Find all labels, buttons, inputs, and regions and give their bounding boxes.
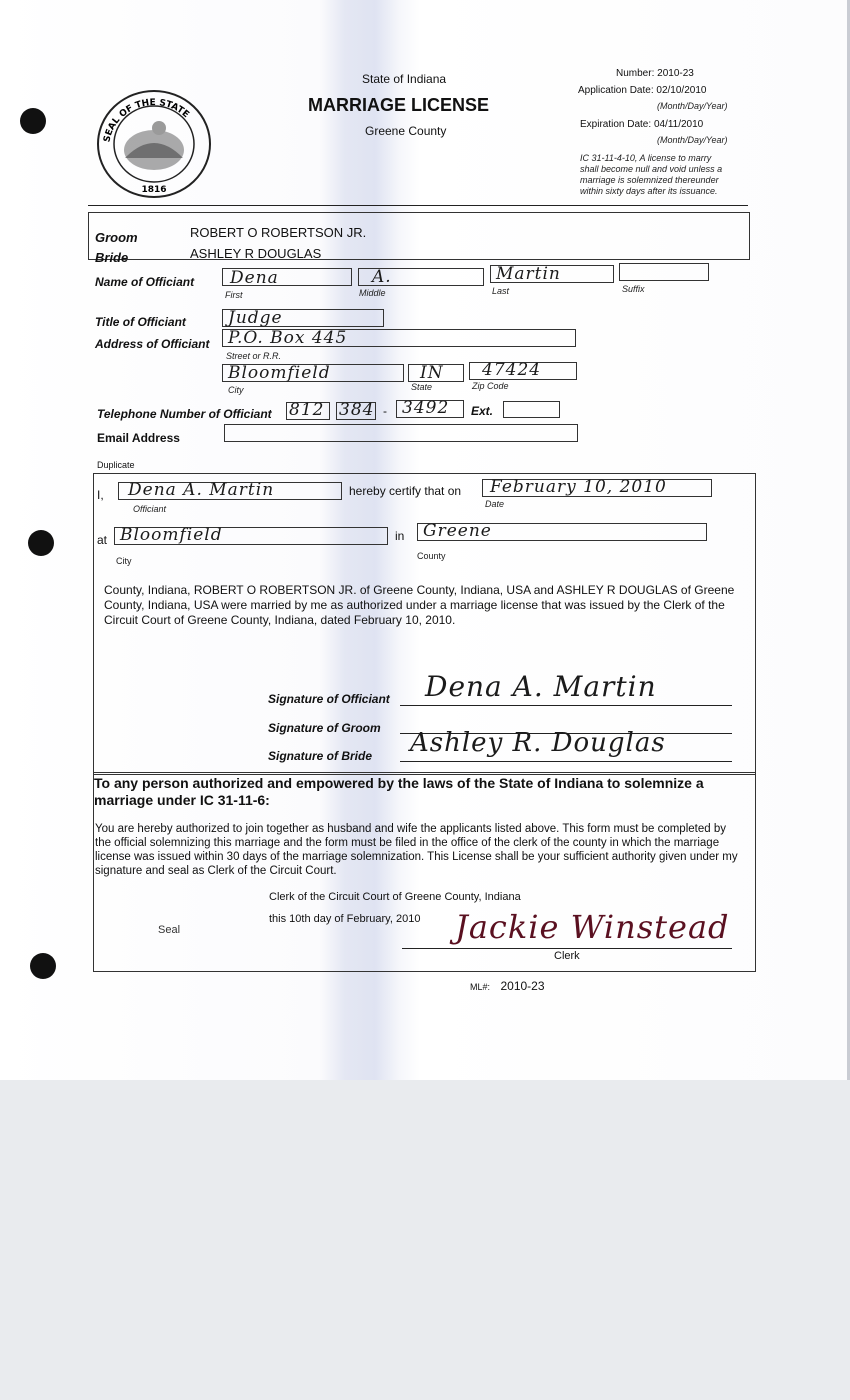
county-name: Greene County [365,124,447,138]
cert-officiant-name: Dena A. Martin [128,480,275,500]
sig-bride: Ashley R. Douglas [410,728,666,758]
cert-county-caption: County [417,551,446,561]
suffix-caption: Suffix [622,284,645,294]
statute-note-4: within sixty days after its issuance. [580,186,718,196]
cert-officiant-caption: Officiant [133,504,167,514]
ext-field[interactable] [503,401,560,418]
sig-officiant-label: Signature of Officiant [268,692,390,706]
seal-label: Seal [158,924,181,936]
cert-in-label: in [395,529,405,543]
license-title: MARRIAGE LICENSE [308,95,490,115]
phone-dash: - [383,404,387,418]
duplicate-label: Duplicate [97,460,135,470]
officiant-last: Martin [496,264,561,284]
cert-certify-text: hereby certify that on [349,484,462,498]
cert-body-text: County, Indiana, ROBERT O ROBERTSON JR. of Greene County, Indiana, USA and ASHLEY R DOUGLAS of Greene County, Indiana, USA were married by me as authorized under a marriage license that was issued by the Clerk of the Circuit Court of Greene County, Indiana, dated February 10, 2010. [104,583,735,627]
groom-name: ROBERT O ROBERTSON JR. [190,225,367,240]
bride-name: ASHLEY R DOUGLAS [190,246,322,261]
email-label: Email Address [97,431,180,445]
groom-label: Groom [95,230,138,245]
cert-city: Bloomfield [120,525,223,545]
officiant-address-label: Address of Officiant [95,337,210,351]
sig-officiant: Dena A. Martin [425,670,657,703]
license-number: 2010-23 [657,68,694,79]
bride-label: Bride [95,250,129,265]
authorization-heading: To any person authorized and empowered by the laws of the State of Indiana to solemnize a marriage under IC 31-11-6: [94,775,704,808]
phone-prefix: 384 [339,400,375,420]
officiant-middle: A. [372,267,392,287]
expiration-date-format: (Month/Day/Year) [657,135,728,145]
officiant-city: Bloomfield [228,363,331,383]
officiant-street: P.O. Box 445 [228,328,348,348]
ml-label: ML#: [470,982,491,992]
statute-note-1: IC 31-11-4-10, A license to marry [580,153,712,163]
officiant-title: Judge [228,308,283,328]
officiant-name-label: Name of Officiant [95,275,195,289]
clerk-court-line: Clerk of the Circuit Court of Greene County, Indiana [269,891,521,903]
officiant-title-label: Title of Officiant [95,315,186,329]
cert-date-caption: Date [485,499,505,509]
ml-number: 2010-23 [500,979,545,993]
cert-county: Greene [423,521,492,541]
sig-officiant-line [400,705,732,706]
punch-hole-middle [28,530,54,556]
scan-background [0,1080,850,1400]
officiant-suffix-field[interactable] [619,263,709,281]
expiration-date: 04/11/2010 [653,119,704,130]
email-field[interactable] [224,424,578,442]
issue-date-line: this 10th day of February, 2010 [269,913,421,925]
seal-year: 1816 [141,185,167,195]
number-label: Number: [616,68,655,79]
middle-caption: Middle [359,288,386,298]
officiant-phone-label: Telephone Number of Officiant [97,407,272,421]
statute-note-3: marriage is solemnized thereunder [580,175,719,185]
sig-bride-line [400,761,732,762]
header-divider [88,205,748,206]
state-name: State of Indiana [362,72,447,86]
clerk-signature: Jackie Winstead [455,908,730,946]
state-caption: State [411,382,433,392]
cert-at-label: at [97,533,108,547]
ext-label: Ext. [471,404,494,418]
punch-hole-bottom [30,953,56,979]
officiant-first: Dena [230,268,279,288]
phone-area: 812 [289,400,325,420]
statute-note-2: shall become null and void unless a [580,164,723,174]
clerk-label: Clerk [554,950,580,962]
cert-i-label: I, [97,488,104,502]
phone-line: 3492 [402,398,450,418]
zip-caption: Zip Code [472,381,509,391]
application-date-format: (Month/Day/Year) [657,101,728,111]
first-caption: First [225,290,243,300]
clerk-sig-line [402,948,732,949]
last-caption: Last [492,286,510,296]
sig-bride-label: Signature of Bride [268,749,373,763]
expiration-date-label: Expiration Date: [580,119,652,130]
city-caption: City [228,385,244,395]
application-date-label: Application Date: [578,85,654,96]
indiana-seal-icon [95,88,213,200]
couple-box [88,212,750,260]
sig-groom-label: Signature of Groom [268,721,381,735]
street-caption: Street or R.R. [226,351,282,361]
punch-hole-top [20,108,46,134]
authorization-body: You are hereby authorized to join together as husband and wife the applicants listed above. This form must be completed by the official solemnizing this marriage and the form must be filed in the office of the clerk of the county in which the marriage license was issued within 30 days of the marriage solemnization. This License shall be your sufficient authority given under my signature and seal as Clerk of the Circuit Court. [95,823,738,877]
cert-date: February 10, 2010 [490,477,667,497]
cert-city-caption: City [116,556,132,566]
application-date: 02/10/2010 [656,85,707,96]
officiant-zip: 47424 [482,360,542,380]
seal-text-top: SEAL OF THE STATE [102,97,191,144]
officiant-state: IN [420,363,444,383]
